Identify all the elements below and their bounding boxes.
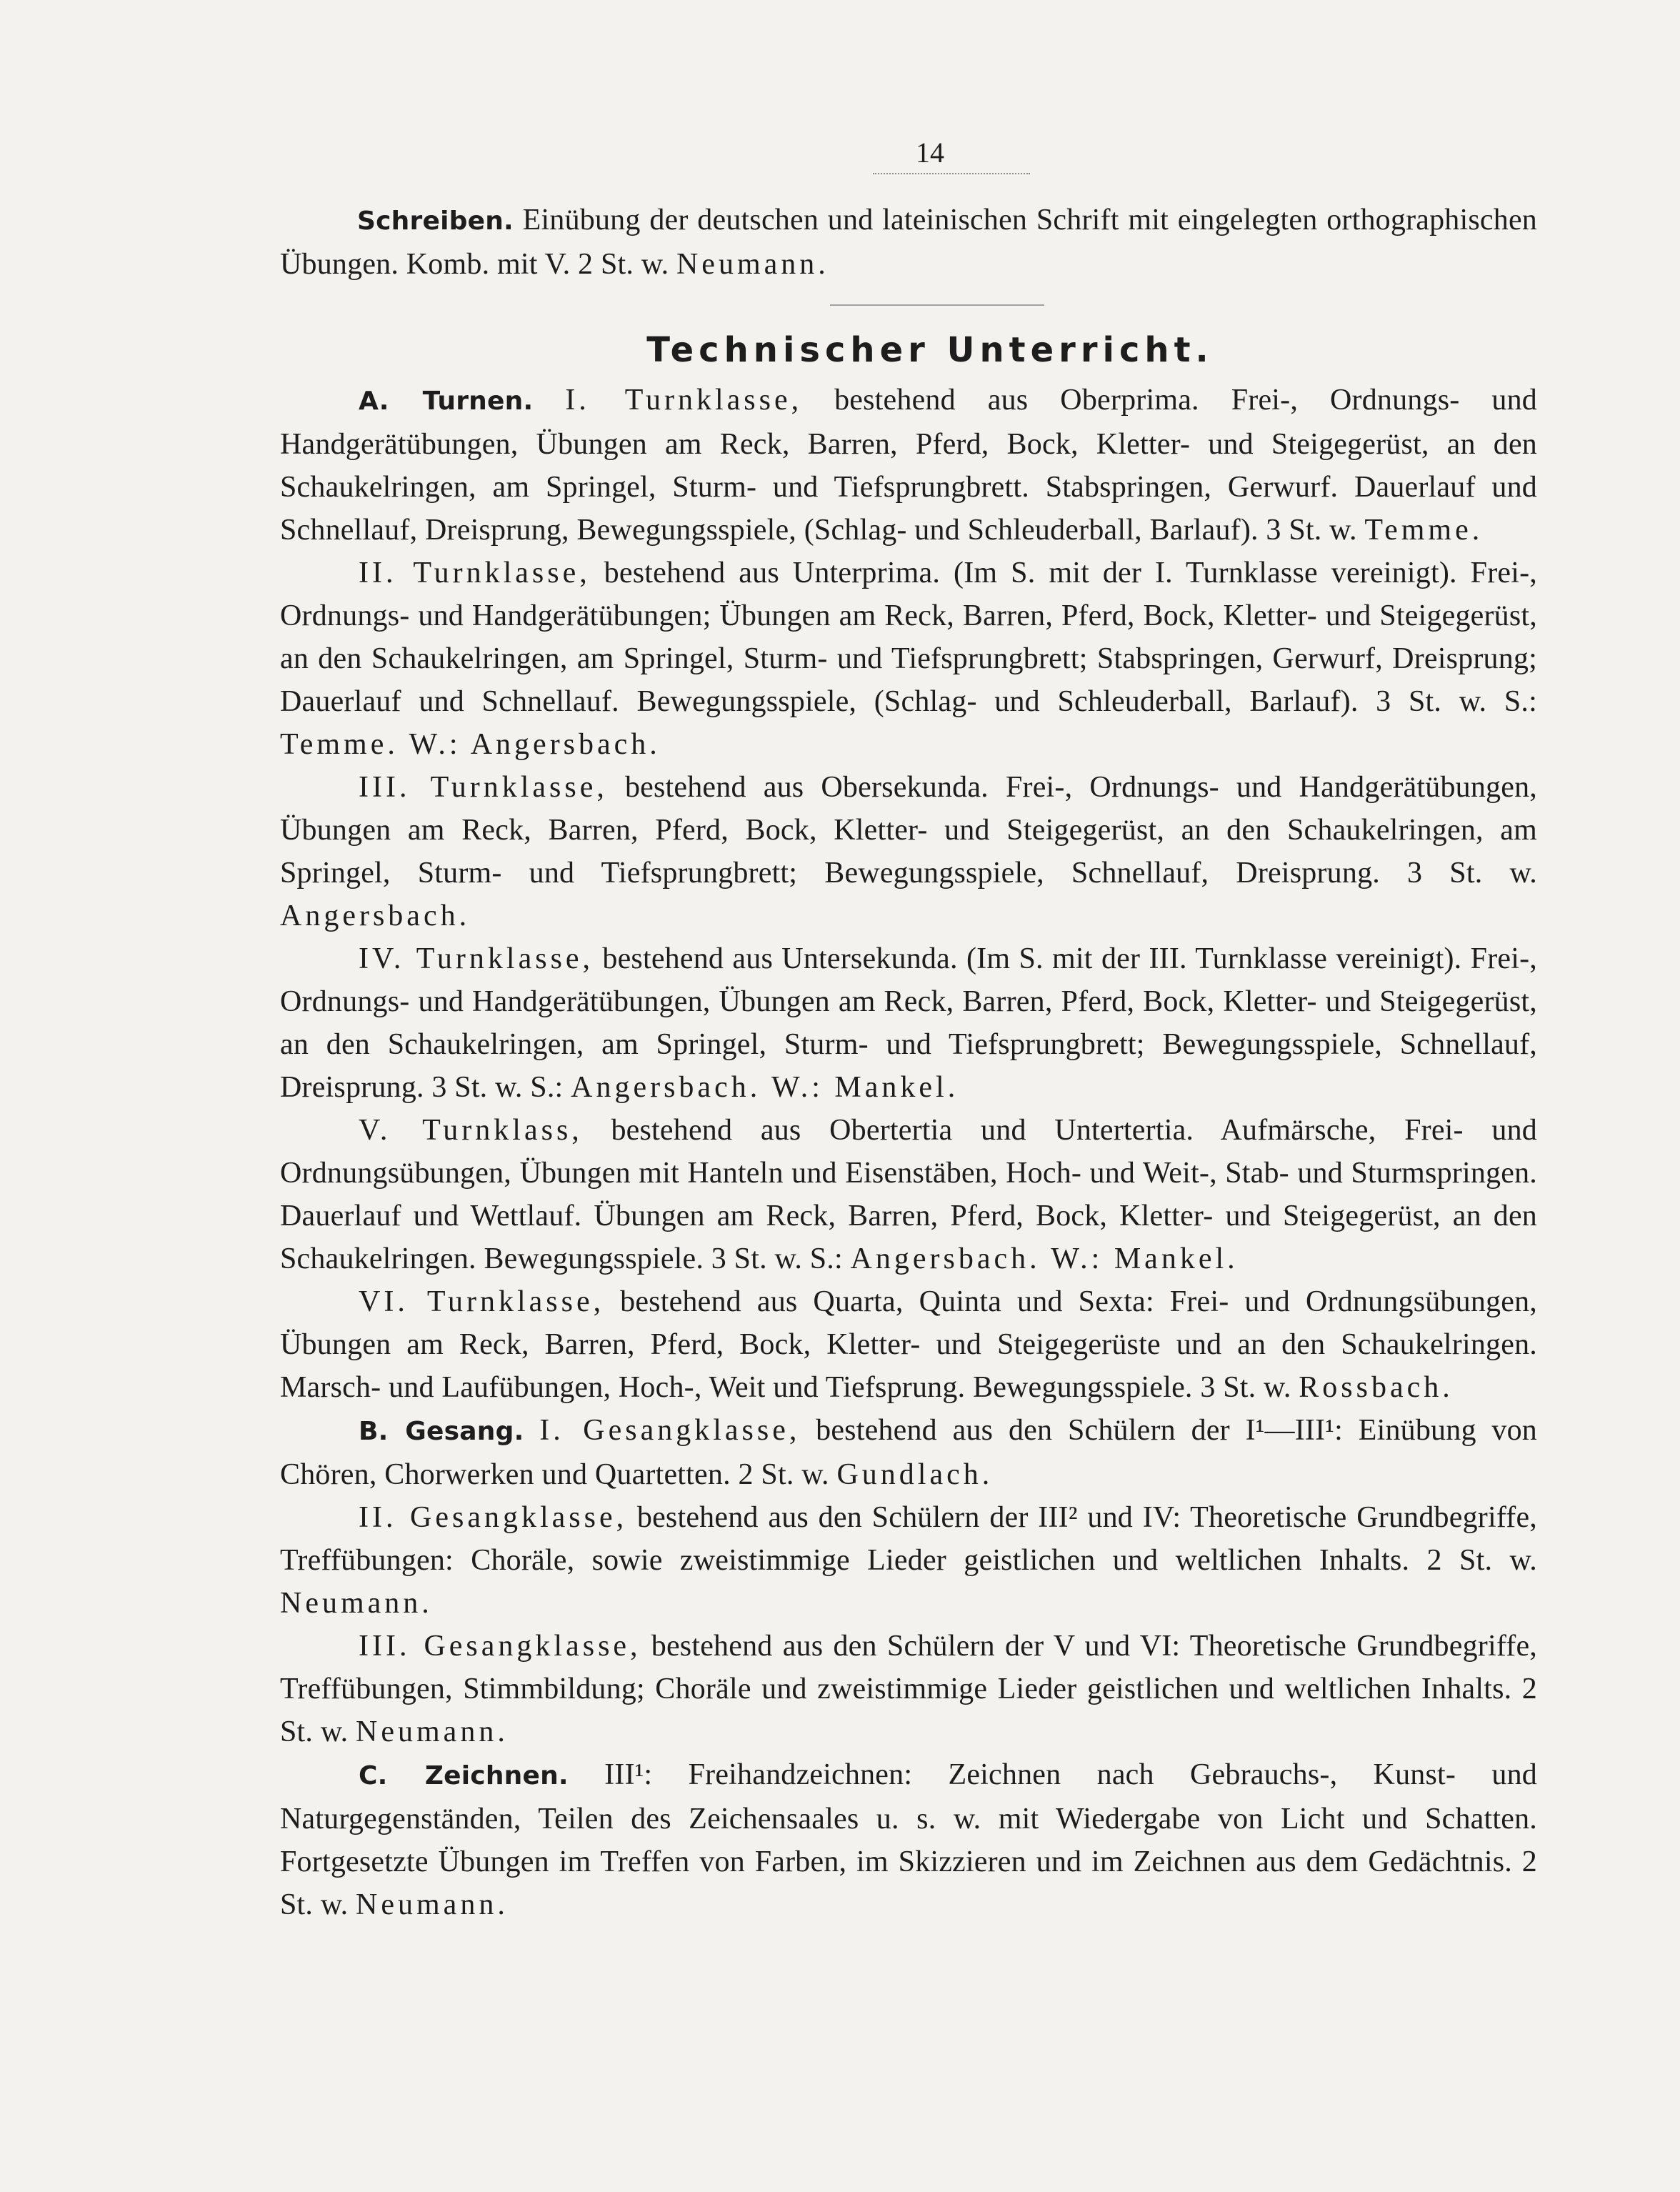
class-teacher: Gundlach. xyxy=(836,1458,994,1491)
schreiben-text: Einübung der deutschen und lateinischen Schrift mit eingelegten orthographischen Übungen. Komb. mit V. 2 St. w. xyxy=(280,204,1537,281)
turnen-class-4 xyxy=(280,937,1537,1109)
class-teacher: Angersbach. W.: Mankel. xyxy=(571,1071,959,1104)
zeichnen-teacher: Neumann. xyxy=(356,1888,509,1921)
turnen-class-2 xyxy=(280,552,1537,766)
class-text: bestehend aus Obersekunda. Frei-, Ordnungs- und Handgerätübungen, Übungen am Reck, Barren, Pferd, Bock, Kletter- und Steigegerüst, an den Schaukelringen, am Springel, Sturm- und Tiefsprungbrett; Bewegungsspiele, Schnellauf, Dreisprung. 3 St. w. xyxy=(280,771,1537,890)
section-title: Technischer Unterricht. xyxy=(646,330,1214,370)
schreiben-heading: Schreiben. xyxy=(357,206,514,236)
schreiben-teacher: Neumann. xyxy=(676,248,829,281)
class-teacher: Angersbach. xyxy=(280,900,471,932)
zeichnen-text: III¹: Freihandzeichnen: Zeichnen nach Gebrauchs-, Kunst- und Naturgegenständen, Teilen des Zeichensaales u. s. w. mit Wiedergabe von Licht und Schatten. Fortgesetzte Übungen im Treffen von Farben, im Skizzieren und im Zeichnen aus dem Gedächtnis. 2 St. w. xyxy=(280,1758,1537,1921)
turnen-heading: A. Turnen. xyxy=(359,387,534,416)
turnen-class-3 xyxy=(280,766,1537,937)
class-text: bestehend aus Untersekunda. (Im S. mit der III. Turnklasse vereinigt). Frei-, Ordnungs- und Handgerätübungen, Übungen am Reck, Barren, Pferd, Bock, Kletter- und Steigegerüst, an den Schaukelringen, am Springel, Sturm- und Tiefsprungbrett; Bewegungsspiele, Schnellauf, Dreisprung. 3 St. w. S.: xyxy=(280,942,1538,1104)
class-teacher: Neumann. xyxy=(280,1587,433,1620)
class-label: VI. Turnklasse, xyxy=(359,1285,605,1318)
class-label: I. Gesangklasse, xyxy=(539,1414,801,1447)
class-teacher: Temme. xyxy=(1364,514,1484,547)
class-text: bestehend aus Quarta, Quinta und Sexta: Frei- und Ordnungsübungen, Übungen am Reck, Barren, Pferd, Bock, Kletter- und Steigegerüste und an den Schaukelringen. Marsch- und Laufübungen, Hoch-, Weit und Tiefsprung. Bewegungsspiele. 3 St. w. xyxy=(280,1285,1537,1404)
zeichnen-heading: C. Zeichnen. xyxy=(359,1761,569,1790)
section-divider xyxy=(830,304,1044,306)
zeichnen-paragraph xyxy=(280,1753,1537,1926)
gesang-class-2 xyxy=(280,1496,1537,1625)
class-text: bestehend aus den Schülern der I¹—III¹: Einübung von Chören, Chorwerken und Quartetten. 2 St. w. xyxy=(280,1414,1537,1491)
schreiben-paragraph xyxy=(280,199,1537,286)
class-text: bestehend aus Oberprima. Frei-, Ordnungs- und Handgerätübungen, Übungen am Reck, Barren, Pferd, Bock, Kletter- und Steigegerüst, an den Schaukelringen, am Springel, Sturm- und Tiefsprungbrett. Stabspringen, Gerwurf. Dauerlauf und Schnellauf, Dreisprung, Bewegungsspiele, (Schlag- und Schleuderball, Barlauf). 3 St. w. xyxy=(280,384,1538,547)
gesang-heading: B. Gesang. xyxy=(359,1417,524,1446)
class-label: IV. Turnklasse, xyxy=(359,942,594,975)
class-teacher: Rossbach. xyxy=(1299,1371,1454,1404)
class-text: bestehend aus den Schülern der V und VI: Theoretische Grundbegriffe, Treffübungen, Stimmbildung; Choräle und zweistimmige Lieder geistlichen und weltlichen Inhalts. 2 St. w. xyxy=(280,1630,1537,1748)
class-label: II. Gesangklasse, xyxy=(359,1501,628,1534)
class-text: bestehend aus Unterprima. (Im S. mit der I. Turnklasse vereinigt). Frei-, Ordnungs- und Handgerätübungen; Übungen am Reck, Barren, Pferd, Bock, Kletter- und Steigegerüst, an den Schaukelringen, am Springel, Sturm- und Tiefsprungbrett; Stabspringen, Gerwurf, Dreisprung; Dauerlauf und Schnellauf. Bewegungsspiele, (Schlag- und Schleuderball, Barlauf). 3 St. w. S.: xyxy=(280,557,1537,718)
class-teacher: Angersbach. W.: Mankel. xyxy=(850,1242,1239,1275)
class-text: bestehend aus den Schülern der III² und IV: Theoretische Grundbegriffe, Treffübungen: Choräle, sowie zweistimmige Lieder geistlichen und weltlichen Inhalts. 2 St. w. xyxy=(280,1501,1537,1577)
gesang-class-3 xyxy=(280,1625,1537,1753)
turnen-class-5 xyxy=(280,1109,1537,1280)
class-label: III. Gesangklasse, xyxy=(359,1630,641,1663)
class-label: III. Turnklasse, xyxy=(359,771,608,804)
gesang-class-1 xyxy=(280,1409,1537,1496)
class-label: II. Turnklasse, xyxy=(359,557,591,589)
class-text: bestehend aus Obertertia und Untertertia. Aufmärsche, Frei- und Ordnungsübungen, Übungen mit Hanteln und Eisenstäben, Hoch- und Weit-, Stab- und Sturmspringen. Dauerlauf und Wettlauf. Übungen am Reck, Barren, Pferd, Bock, Kletter- und Steigegerüst, an den Schaukelringen. Bewegungsspiele. 3 St. w. S.: xyxy=(280,1114,1537,1275)
class-label: I. Turnklasse, xyxy=(565,384,803,417)
turnen-class-6 xyxy=(280,1280,1537,1409)
page-number-rule xyxy=(873,173,1030,174)
class-teacher: Neumann. xyxy=(356,1715,509,1748)
page-number: 14 xyxy=(916,136,944,169)
class-label: V. Turnklass, xyxy=(359,1114,583,1147)
turnen-class-1 xyxy=(280,379,1537,552)
document-page xyxy=(280,136,1537,1926)
class-teacher: Temme. W.: Angersbach. xyxy=(280,728,661,761)
